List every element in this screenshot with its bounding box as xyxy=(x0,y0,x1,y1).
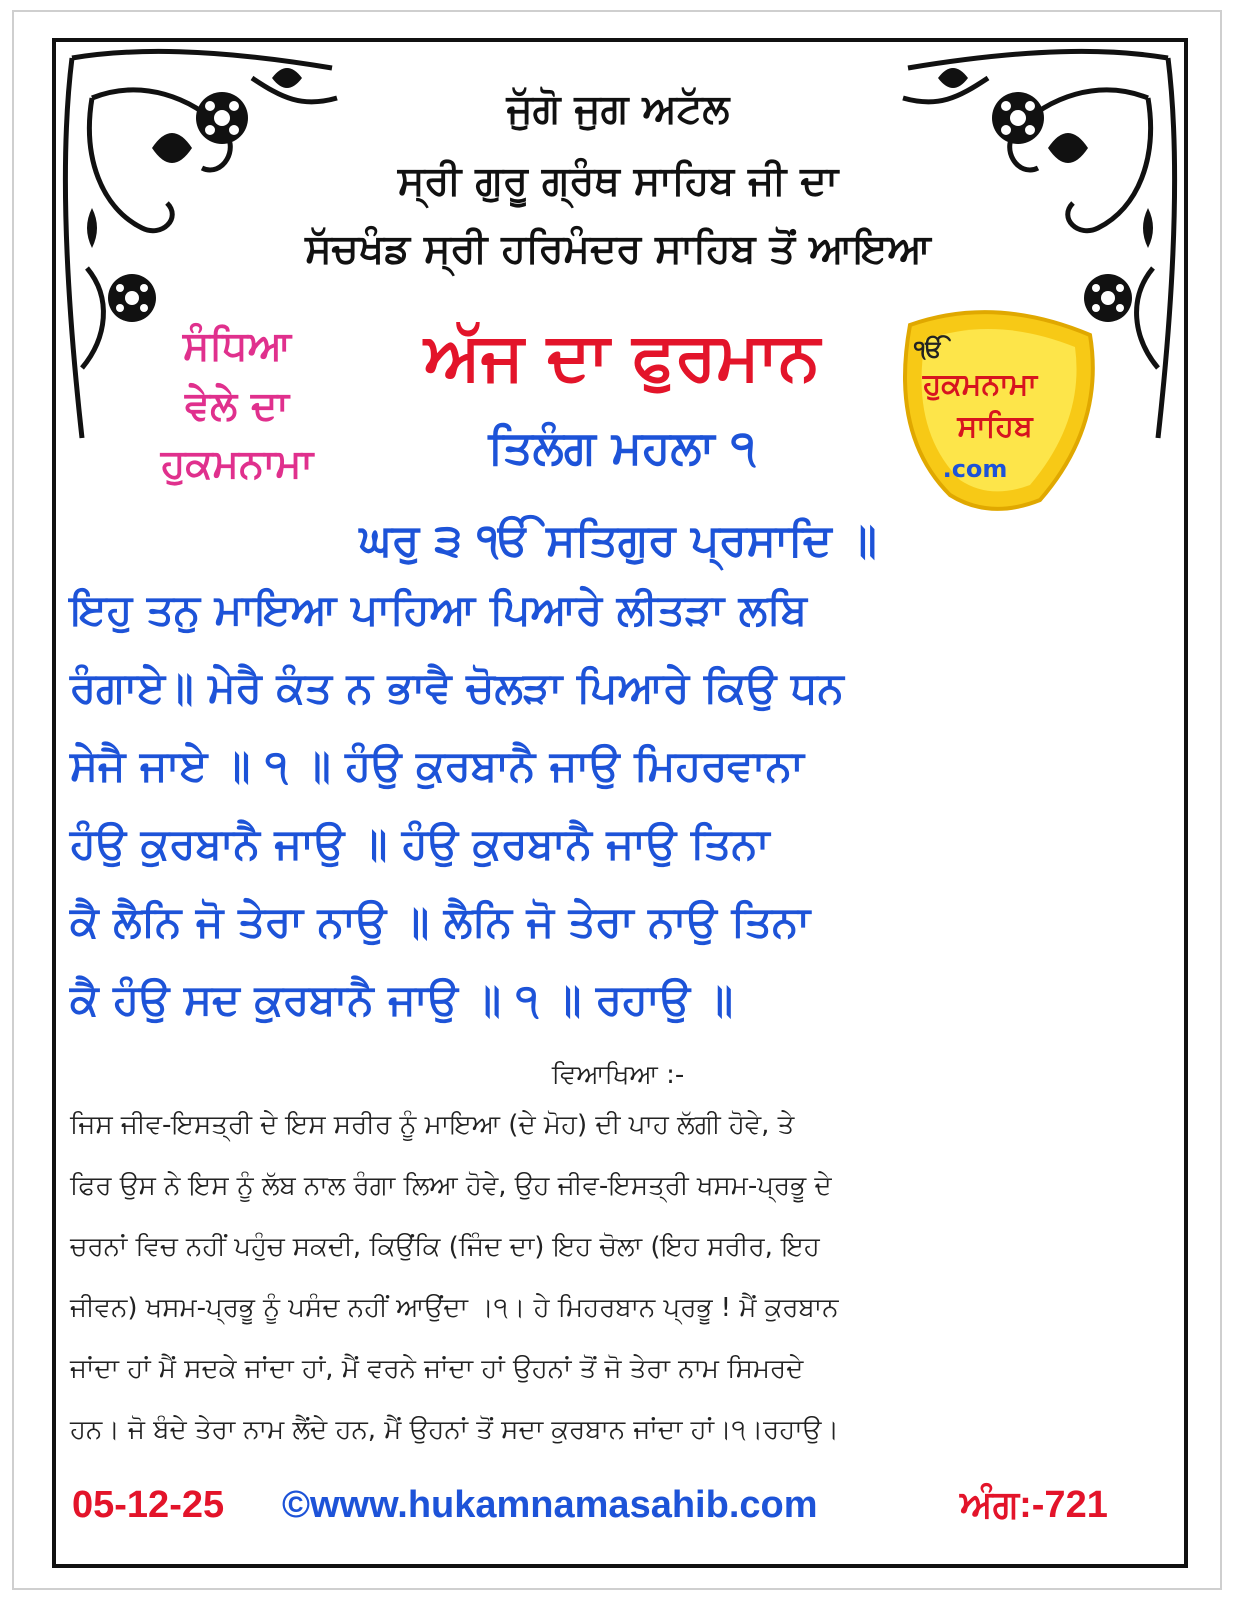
logo-ek-onkar: ੴ xyxy=(914,335,944,363)
footer-ang: ਅੰਗ:-721 xyxy=(960,1484,1108,1526)
header-line-1: ਜੁੱਗੋ ਜੁਗ ਅਟੱਲ xyxy=(506,86,730,132)
verse-line: ਸੇਜੈ ਜਾਏ ॥ ੧ ॥ ਹੰਉ ਕੁਰਬਾਨੈ ਜਾਉ ਮਿਹਰਵਾਨਾ xyxy=(70,741,804,790)
ghar-line: ਘਰੁ ੩ ੴ ਸਤਿਗੁਰ ਪ੍ਰਸਾਦਿ ॥ xyxy=(359,515,877,566)
verse-line: ਰੰਗਾਏ॥ ਮੇਰੈ ਕੰਤ ਨ ਭਾਵੈ ਚੋਲੜਾ ਪਿਆਰੇ ਕਿਉ ਧਨ xyxy=(70,663,844,712)
logo-text-1: ਹੁਕਮਨਾਮਾ xyxy=(922,367,1038,402)
evening-hukamnama-line-2: ਵੇਲੇ ਦਾ xyxy=(185,383,289,429)
explanation-line: ਹਨ। ਜੋ ਬੰਦੇ ਤੇਰਾ ਨਾਮ ਲੈਂਦੇ ਹਨ, ਮੈਂ ਉਹਨਾਂ ਤੋਂ ਸਦਾ ਕੁਰਬਾਨ ਜਾਂਦਾ ਹਾਂ।੧।ਰਹਾਉ। xyxy=(70,1415,840,1445)
header-line-2: ਸ੍ਰੀ ਗੁਰੂ ਗ੍ਰੰਥ ਸਾਹਿਬ ਜੀ ਦਾ xyxy=(397,158,839,204)
hukamnama-sahib-logo xyxy=(880,305,1110,515)
logo-text-2: ਸਾਹਿਬ xyxy=(957,409,1033,444)
todays-command-title: ਅੱਜ ਦਾ ਫੁਰਮਾਨ xyxy=(424,318,820,395)
verse-line: ਇਹੁ ਤਨੁ ਮਾਇਆ ਪਾਹਿਆ ਪਿਆਰੇ ਲੀਤੜਾ ਲਬਿ xyxy=(70,585,807,634)
explanation-line: ਫਿਰ ਉਸ ਨੇ ਇਸ ਨੂੰ ਲੱਬ ਨਾਲ ਰੰਗਾ ਲਿਆ ਹੋਵੇ, ਉਹ ਜੀਵ-ਇਸਤ੍ਰੀ ਖਸਮ-ਪ੍ਰਭੂ ਦੇ xyxy=(70,1171,832,1201)
verse-line: ਕੈ ਹੰਉ ਸਦ ਕੁਰਬਾਨੈ ਜਾਉ ॥ ੧ ॥ ਰਹਾਉ ॥ xyxy=(70,975,734,1024)
explanation-line: ਜੀਵਨ) ਖਸਮ-ਪ੍ਰਭੂ ਨੂੰ ਪਸੰਦ ਨਹੀਂ ਆਉਂਦਾ ।੧। ਹੇ ਮਿਹਰਬਾਨ ਪ੍ਰਭੂ ! ਮੈਂ ਕੁਰਬਾਨ xyxy=(70,1293,839,1323)
verse-line: ਹੰਉ ਕੁਰਬਾਨੈ ਜਾਉ ॥ ਹੰਉ ਕੁਰਬਾਨੈ ਜਾਉ ਤਿਨਾ xyxy=(70,819,770,868)
header-line-3: ਸੱਚਖੰਡ ਸ੍ਰੀ ਹਰਿਮੰਦਰ ਸਾਹਿਬ ਤੋਂ ਆਇਆ xyxy=(305,226,931,272)
logo-text-3: .com xyxy=(942,455,1008,483)
evening-hukamnama-line-1: ਸੰਧਿਆ xyxy=(182,323,292,369)
footer-website[interactable]: ©www.hukamnamasahib.com xyxy=(282,1484,818,1526)
explanation-line: ਜਿਸ ਜੀਵ-ਇਸਤ੍ਰੀ ਦੇ ਇਸ ਸਰੀਰ ਨੂੰ ਮਾਇਆ (ਦੇ ਮੋਹ) ਦੀ ਪਾਹ ਲੱਗੀ ਹੋਵੇ, ਤੇ xyxy=(70,1110,795,1140)
footer-date: 05-12-25 xyxy=(72,1484,225,1526)
explanation-line: ਜਾਂਦਾ ਹਾਂ ਮੈਂ ਸਦਕੇ ਜਾਂਦਾ ਹਾਂ, ਮੈਂ ਵਰਨੇ ਜਾਂਦਾ ਹਾਂ ਉਹਨਾਂ ਤੋਂ ਜੋ ਤੇਰਾ ਨਾਮ ਸਿਮਰਦੇ xyxy=(70,1354,804,1384)
explanation-line: ਚਰਨਾਂ ਵਿਚ ਨਹੀਂ ਪਹੁੰਚ ਸਕਦੀ, ਕਿਉਂਕਿ (ਜਿੰਦ ਦਾ) ਇਹ ਚੋਲਾ (ਇਹ ਸਰੀਰ, ਇਹ xyxy=(70,1232,820,1262)
evening-hukamnama-line-3: ਹੁਕਮਨਾਮਾ xyxy=(160,441,314,487)
explanation-label: ਵਿਆਖਿਆ :- xyxy=(551,1060,685,1090)
raga-heading: ਤਿਲੰਗ ਮਹਲਾ ੧ xyxy=(488,420,756,474)
verse-line: ਕੈ ਲੈਨਿ ਜੋ ਤੇਰਾ ਨਾਉ ॥ ਲੈਨਿ ਜੋ ਤੇਰਾ ਨਾਉ ਤਿਨਾ xyxy=(70,897,811,946)
